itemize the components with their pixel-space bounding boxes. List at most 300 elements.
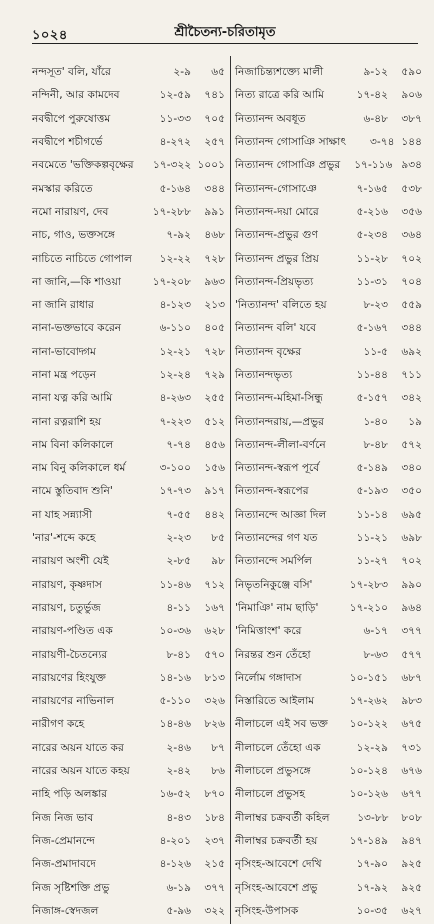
entry-reference: ১৭-১৪৯: [349, 834, 388, 847]
entry-page-number: ৫৭০: [204, 648, 225, 661]
entry-term: নবদ্বীপে শচীগর্ভে: [32, 136, 103, 149]
entry-term: নানা রত্নরাশি হয়: [32, 415, 102, 428]
entry-page-number: ৫৫৯: [401, 299, 422, 312]
index-entry: [229, 458, 422, 481]
entry-reference: ৪-২৭২: [159, 136, 191, 149]
entry-term: নীলাচলে প্রভুসঙ্গে: [235, 765, 311, 778]
entry-page-number: ৯৬৪: [401, 601, 422, 614]
entry-reference: ১০-১২৬: [349, 788, 388, 801]
index-entry: [229, 575, 422, 598]
entry-page-number: ৭১২: [204, 578, 225, 591]
entry-term: নৃসিংহ-উপাসক: [235, 904, 299, 917]
entry-reference: ১৭-২৬২: [349, 695, 388, 708]
entry-term: নিজ-প্রমাদাবদে: [32, 858, 96, 871]
entry-term: না যাহ সন্ন্যাসী: [32, 508, 93, 521]
index-entry: [32, 295, 225, 318]
index-entry: [229, 272, 422, 295]
entry-page-number: ৭০২: [401, 555, 422, 568]
index-entry: [229, 248, 422, 271]
entry-reference: ৬-১১০: [159, 322, 191, 335]
entry-reference: ৬-১৯: [166, 881, 191, 894]
entry-term: নারায়ণের নাভিনাল: [32, 695, 115, 708]
entry-reference: ১১-৪৪: [356, 369, 388, 381]
entry-term: নানা মন্ত্র পড়েন: [32, 369, 97, 381]
entry-reference: ১১-৪৬: [159, 578, 191, 591]
entry-page-number: ৩৫০: [401, 485, 422, 498]
index-entry: [229, 551, 422, 574]
entry-term: নীলাম্বর চক্রবর্তী কহিল: [235, 811, 330, 824]
entry-page-number: ৯০৬: [401, 89, 422, 102]
entry-reference: ১৭-২০৮: [152, 275, 191, 288]
entry-reference: ১২-২৯: [356, 741, 388, 754]
entry-term: নিত্যানন্দ-দয়া মোরে: [235, 205, 319, 218]
index-entry: [32, 178, 225, 201]
entry-reference: ১১-১৪: [356, 508, 388, 521]
entry-reference: ১১-২১: [356, 532, 388, 545]
entry-reference: ৪-২৬৩: [159, 392, 191, 405]
entry-term: নির্লোম গঙ্গাদাস: [235, 671, 302, 684]
entry-page-number: ১৯: [408, 415, 422, 428]
entry-reference: ১৭-৩২২: [152, 159, 192, 172]
index-entry: [229, 714, 422, 737]
page-header: [32, 0, 418, 43]
entry-page-number: ৯৯০: [401, 578, 422, 591]
entry-reference: ১১-৩৩: [159, 112, 191, 125]
entry-reference: ২-৯: [173, 66, 191, 79]
entry-page-number: ৮৬: [211, 765, 225, 778]
entry-reference: ১০-১২২: [349, 718, 388, 731]
index-entry: [32, 202, 225, 225]
index-entry: [229, 481, 422, 504]
entry-page-number: ১৮৪: [204, 811, 225, 824]
entry-page-number: ৬২৭: [401, 904, 422, 917]
entry-term: নিজ সৃষ্টিশক্তি প্রভু: [32, 881, 110, 894]
entry-page-number: ৬৯২: [401, 345, 422, 358]
entry-reference: ১৭-৪২: [356, 89, 388, 102]
entry-term: নিত্যানন্দ বলি' যবে: [235, 322, 316, 335]
index-entry: [229, 784, 422, 807]
entry-term: নিত্যানন্দ-লীলা-বর্ণনে: [235, 438, 326, 451]
entry-term: 'নিমিত্তাংশ' করে: [235, 625, 302, 638]
entry-reference: ৪-২০১: [159, 834, 191, 847]
index-entry: [32, 225, 225, 248]
index-entry: [229, 132, 422, 155]
entry-page-number: ৮১৩: [204, 671, 225, 684]
entry-reference: ১০-৩৬: [159, 625, 191, 638]
entry-reference: ৫-১৪৯: [356, 462, 388, 475]
entry-reference: ১৪-১৬: [159, 671, 191, 684]
index-entry: [229, 598, 422, 621]
index-entry: [32, 388, 225, 411]
entry-reference: ৭-১৬৫: [356, 182, 388, 195]
entry-reference: ৪-১২৬: [159, 858, 191, 871]
entry-reference: ১১-৩১: [356, 275, 388, 288]
entry-term: নিত্যানন্দে সমর্পিল: [235, 555, 312, 568]
entry-page-number: ৮৭: [211, 741, 225, 754]
entry-page-number: ৭০৪: [401, 275, 422, 288]
entry-reference: ৫-১৬৪: [159, 182, 191, 195]
entry-term: নিত্যানন্দরায়,—প্রভুর: [235, 415, 324, 428]
right-column: [229, 62, 422, 924]
index-entry: [32, 575, 225, 598]
index-entry: [229, 738, 422, 761]
index-entry: [229, 505, 422, 528]
index-entry: [32, 598, 225, 621]
entry-term: নমো নারায়ণ, দেব: [32, 205, 109, 218]
entry-page-number: ৫৭২: [401, 438, 422, 451]
entry-term: নৃসিংহ-আবেশে প্রভু: [235, 881, 318, 894]
entry-reference: ১১-২৭: [356, 555, 388, 568]
index-entry: [229, 225, 422, 248]
entry-page-number: ৭০৫: [204, 112, 225, 125]
entry-term: নাচ, গাও, ভক্তসঙ্গে: [32, 229, 115, 242]
entry-term: নিত্যানন্দ অবধূত: [235, 112, 306, 125]
entry-page-number: ১৫৬: [204, 462, 225, 475]
entry-term: নানা-ভক্তভাবে করেন: [32, 322, 122, 335]
entry-page-number: ৯৮: [211, 555, 225, 568]
entry-term: নিত্যানন্দ-স্বরূপ পূর্বে: [235, 462, 320, 475]
entry-reference: ৮-২৩: [363, 299, 388, 312]
entry-reference: ৭-৭৪: [166, 438, 191, 451]
entry-page-number: ১৪৪: [401, 136, 422, 149]
entry-term: নিজ নিজ ভাব: [32, 811, 94, 824]
entry-reference: ১০-৩৫: [356, 904, 388, 917]
index-entry: [32, 109, 225, 132]
entry-term: নাহি পড়ি অলঙ্কার: [32, 788, 108, 801]
entry-term: নারায়ণী-চৈতন্যের: [32, 648, 108, 661]
index-entry: [32, 342, 225, 365]
entry-reference: ৪-১২৩: [159, 299, 191, 312]
entry-page-number: ৩২৬: [204, 695, 225, 708]
entry-term: 'নার'-শব্দে কহে: [32, 532, 96, 545]
index-entry: [229, 202, 422, 225]
entry-reference: ১১-৫: [363, 345, 388, 358]
entry-page-number: ৩৪২: [401, 392, 422, 405]
index-entry: [32, 62, 225, 85]
entry-reference: ৬-৪৮: [363, 112, 388, 125]
index-entry: [32, 714, 225, 737]
entry-page-number: ৩২২: [204, 904, 225, 917]
entry-reference: ৫-২৩৪: [356, 229, 388, 242]
entry-term: নিজ-প্রেমানন্দে: [32, 834, 95, 847]
entry-reference: ১৭-৯০: [356, 858, 388, 871]
entry-reference: ১২-৫৯: [159, 89, 191, 102]
entry-page-number: ৬৯৮: [401, 532, 422, 545]
entry-term: নামে স্তুতিবাদ শুনি': [32, 485, 113, 498]
entry-page-number: ২১৩: [204, 299, 225, 312]
entry-reference: ৭-৫৫: [166, 508, 191, 521]
entry-term: নাম বিনা কলিকালে: [32, 438, 114, 451]
entry-reference: ১৭-২৮৩: [349, 578, 388, 591]
entry-term: নিত্য রাত্রে করি আমি: [235, 89, 324, 102]
entry-term: নীলাচলে প্রভুসহ: [235, 788, 305, 801]
entry-page-number: ৭১১: [401, 369, 422, 381]
entry-reference: ৩-৭৪: [370, 136, 395, 149]
index-entry: [229, 691, 422, 714]
index-entry: [32, 808, 225, 831]
entry-term: নারায়ণের হিংযুক্ত: [32, 671, 106, 684]
index-entry: [229, 342, 422, 365]
entry-term: নিত্যানন্দ-স্বরূপের: [235, 485, 309, 498]
entry-page-number: ৯২৫: [401, 858, 422, 871]
index-entry: [229, 365, 422, 388]
entry-page-number: ৬৭৬: [401, 765, 422, 778]
index-entry: [229, 109, 422, 132]
entry-page-number: ৮৫: [211, 532, 225, 545]
entry-page-number: ২৩৭: [204, 834, 225, 847]
left-column: [32, 62, 225, 924]
entry-reference: ৫-৯৬: [166, 904, 191, 917]
entry-page-number: ২১৫: [204, 858, 225, 871]
entry-page-number: ৭০২: [401, 252, 422, 265]
entry-page-number: ৩৪৪: [401, 322, 422, 335]
entry-page-number: ৯১৭: [204, 485, 225, 498]
page-title: শ্রীচৈতন্য-চরিতামৃত: [174, 25, 276, 40]
index-entry: [32, 901, 225, 924]
index-entry: [229, 877, 422, 900]
index-entry: [229, 318, 422, 341]
entry-term: নিরন্তর শুন তেঁহো: [235, 648, 311, 661]
entry-term: নন্দসূত' বলি, যাঁরে: [32, 66, 111, 79]
index-entry: [229, 411, 422, 434]
index-entry: [32, 411, 225, 434]
entry-reference: ৫-১৬৭: [356, 322, 388, 335]
entry-term: নবদ্বীপে পুরুষোত্তম: [32, 112, 111, 125]
index-entry: [32, 668, 225, 691]
entry-page-number: ৫১২: [204, 415, 225, 428]
entry-term: নিত্যানন্দ-গোসাঞে: [235, 182, 317, 195]
index-entry: [32, 761, 225, 784]
index-entry: [32, 831, 225, 854]
entry-reference: ৩-১০০: [159, 462, 191, 475]
index-entry: [229, 62, 422, 85]
entry-reference: ১৭-৭৩: [159, 485, 191, 498]
entry-reference: ১২-২১: [159, 345, 191, 358]
entry-page-number: ৬৭৫: [401, 718, 422, 731]
entry-term: নানা যত্ন করি আমি: [32, 392, 113, 405]
entry-reference: ২-৪৬: [166, 741, 191, 754]
entry-term: নিত্যানন্দে আজ্ঞা দিল: [235, 508, 327, 521]
entry-page-number: ৯৮৩: [401, 695, 422, 708]
entry-page-number: ৭২৮: [204, 252, 225, 265]
index-columns: [32, 62, 422, 924]
entry-page-number: ৬৮৭: [401, 671, 422, 684]
index-entry: [32, 435, 225, 458]
entry-reference: ২-৮৫: [166, 555, 191, 568]
entry-page-number: ৯৯১: [204, 205, 225, 218]
index-entry: [229, 85, 422, 108]
entry-term: নারায়ণ, চতুর্ভুজ: [32, 601, 101, 614]
entry-term: নন্দিনী, আর কামদেব: [32, 89, 120, 102]
entry-page-number: ৬৭৭: [401, 788, 422, 801]
entry-term: নারের অয়ন যাতে কর: [32, 741, 124, 754]
index-entry: [32, 272, 225, 295]
index-entry: [229, 854, 422, 877]
entry-reference: ৪-১১: [166, 601, 191, 614]
entry-reference: ১৬-৫২: [159, 788, 191, 801]
entry-term: না জানি,—কি শাওয়া: [32, 275, 121, 288]
index-entry: [32, 691, 225, 714]
entry-page-number: ৬২৮: [204, 625, 225, 638]
index-entry: [32, 528, 225, 551]
index-entry: [32, 877, 225, 900]
entry-reference: ৭-২২৩: [159, 415, 191, 428]
index-entry: [229, 388, 422, 411]
entry-page-number: ৪৬৮: [204, 229, 225, 242]
entry-term: নিত্যানন্দ-প্রিয়ভৃত্য: [235, 275, 314, 288]
entry-term: নিত্যানন্দভৃত্য: [235, 369, 293, 381]
entry-page-number: ৮২৬: [204, 718, 225, 731]
entry-term: নীলাম্বর চক্রবর্তী হয়: [235, 834, 318, 847]
entry-reference: ৪-৪৩: [166, 811, 191, 824]
index-entry: [229, 621, 422, 644]
index-entry: [32, 505, 225, 528]
entry-reference: ৮-৬৩: [363, 648, 388, 661]
index-entry: [32, 248, 225, 271]
entry-reference: ৫-২১৬: [356, 205, 388, 218]
index-entry: [229, 155, 422, 178]
entry-page-number: ৪০৫: [204, 322, 225, 335]
entry-page-number: ৩৬৪: [401, 229, 422, 242]
index-entry: [32, 132, 225, 155]
entry-page-number: ৮০৮: [401, 811, 422, 824]
index-entry: [32, 621, 225, 644]
index-entry: [229, 295, 422, 318]
entry-page-number: ৭৩১: [401, 741, 422, 754]
entry-page-number: ৯৬৩: [204, 275, 225, 288]
index-entry: [32, 481, 225, 504]
entry-reference: ১৭-২৮৮: [152, 205, 191, 218]
entry-reference: ২-২৩: [166, 532, 191, 545]
index-entry: [229, 761, 422, 784]
entry-page-number: ২৫৫: [204, 392, 225, 405]
entry-term: 'নিত্যানন্দ' বলিতে হয়: [235, 299, 327, 312]
entry-term: নারায়ণ-পণ্ডিত এক: [32, 625, 113, 638]
column-divider: [230, 56, 231, 924]
entry-page-number: ৩৪৪: [204, 182, 225, 195]
index-entry: [229, 528, 422, 551]
entry-page-number: ৭২৯: [204, 369, 225, 381]
entry-page-number: ৩৭৭: [204, 881, 225, 894]
entry-term: নাম বিনু কলিকালে ধর্ম: [32, 462, 126, 475]
page-number: ১০২৪: [32, 28, 68, 43]
entry-reference: ১৪-৪৬: [159, 718, 191, 731]
index-entry: [229, 644, 422, 667]
entry-term: নিত্যানন্দ প্রভুর প্রিয়: [235, 252, 319, 265]
entry-term: নিজাঙ্গ-স্বেদজল: [32, 904, 99, 917]
entry-page-number: ৪৪২: [204, 508, 225, 521]
entry-page-number: ৫৯০: [401, 66, 422, 79]
entry-reference: ৮-৪১: [166, 648, 191, 661]
index-entry: [229, 435, 422, 458]
entry-term: নিভৃতনিকুঞ্জে বসি': [235, 578, 313, 591]
index-entry: [32, 458, 225, 481]
entry-page-number: ৯৩৪: [401, 159, 422, 172]
entry-term: নারায়ণ, কৃষ্ণদাস: [32, 578, 102, 591]
index-entry: [229, 178, 422, 201]
index-entry: [32, 318, 225, 341]
entry-reference: ১-৪০: [363, 415, 388, 428]
entry-term: নীলাচলে তেঁহো এক: [235, 741, 321, 754]
entry-term: নিত্যানন্দ-প্রভুর গুণ: [235, 229, 318, 242]
entry-page-number: ৭২৮: [204, 345, 225, 358]
entry-reference: ১১-২৮: [356, 252, 388, 265]
entry-page-number: ৪৫৬: [204, 438, 225, 451]
entry-page-number: ৬৫: [211, 66, 225, 79]
entry-term: নিত্যানন্দের গণ যত: [235, 532, 318, 545]
entry-reference: ১৩-৮৮: [357, 811, 389, 824]
entry-term: নারীগণ কহে: [32, 718, 85, 731]
index-entry: [32, 85, 225, 108]
entry-page-number: ৩৫৬: [401, 205, 422, 218]
index-entry: [229, 668, 422, 691]
entry-term: নানা-ভাবোদ্গম: [32, 345, 96, 358]
entry-term: নমস্কার করিতে: [32, 182, 93, 195]
entry-page-number: ১৬৭: [204, 601, 225, 614]
entry-reference: ৫-১১০: [159, 695, 191, 708]
entry-term: 'নিমাঞি' নাম ছাড়ি': [235, 601, 319, 614]
entry-page-number: ৭৪১: [204, 89, 225, 102]
index-entry: [32, 365, 225, 388]
index-entry: [229, 808, 422, 831]
entry-reference: ১০-১২৪: [349, 765, 388, 778]
entry-term: নিত্যানন্দ বৃক্ষের: [235, 345, 302, 358]
entry-page-number: ৮৭০: [204, 788, 225, 801]
entry-page-number: ৯২৫: [401, 881, 422, 894]
entry-term: নিস্তারিতে আইলাম: [235, 695, 315, 708]
entry-page-number: ৩৮৭: [401, 112, 422, 125]
index-entry: [32, 644, 225, 667]
entry-page-number: ৫৭৭: [401, 648, 422, 661]
entry-page-number: ৫৩৮: [401, 182, 422, 195]
entry-term: নবমেতে 'ভক্তিকল্পবৃক্ষের: [32, 159, 134, 172]
entry-reference: ৫-১৫৭: [356, 392, 388, 405]
entry-term: নিত্যানন্দ গোসাঞি সাক্ষাৎ: [235, 136, 346, 149]
entry-term: নিত্যানন্দ গোসাঞি প্রভুর: [235, 159, 341, 172]
entry-reference: ১৭-১১৬: [354, 159, 393, 172]
entry-reference: ১২-২৪: [159, 369, 191, 381]
entry-reference: ২-৪২: [166, 765, 191, 778]
entry-reference: ৭-৯২: [166, 229, 191, 242]
index-entry: [229, 831, 422, 854]
entry-page-number: ৯৪৭: [401, 834, 422, 847]
entry-page-number: ১০০১: [197, 159, 225, 172]
entry-term: নিত্যানন্দ-মহিমা-সিন্ধু: [235, 392, 323, 405]
entry-page-number: ৩৭৭: [401, 625, 422, 638]
index-entry: [32, 551, 225, 574]
entry-page-number: ২৫৭: [204, 136, 225, 149]
entry-page-number: ৬৯৫: [401, 508, 422, 521]
entry-reference: ১৭-২১০: [349, 601, 388, 614]
entry-reference: ৬-১৭: [363, 625, 388, 638]
entry-term: না জানি রাধার: [32, 299, 94, 312]
entry-reference: ৮-৪৮: [363, 438, 388, 451]
entry-term: নীলাচলে এই সব ভক্ত: [235, 718, 328, 731]
index-entry: [229, 901, 422, 924]
entry-reference: ৯-১২: [363, 66, 388, 79]
entry-reference: ১২-২২: [159, 252, 191, 265]
entry-term: নাচিতে নাচিতে গোপাল: [32, 252, 132, 265]
entry-term: নারের অয়ন যাতে কহয়: [32, 765, 130, 778]
index-entry: [32, 155, 225, 178]
entry-term: নারায়ণ অংশী যেই: [32, 555, 109, 568]
entry-term: নৃসিংহ-আবেশে দেখি: [235, 858, 322, 871]
index-entry: [32, 854, 225, 877]
index-entry: [32, 784, 225, 807]
entry-reference: ১৭-৯২: [356, 881, 388, 894]
entry-page-number: ৩৪০: [401, 462, 422, 475]
entry-term: নিজাচিন্ত্যশক্ত্যে মালী: [235, 66, 324, 79]
